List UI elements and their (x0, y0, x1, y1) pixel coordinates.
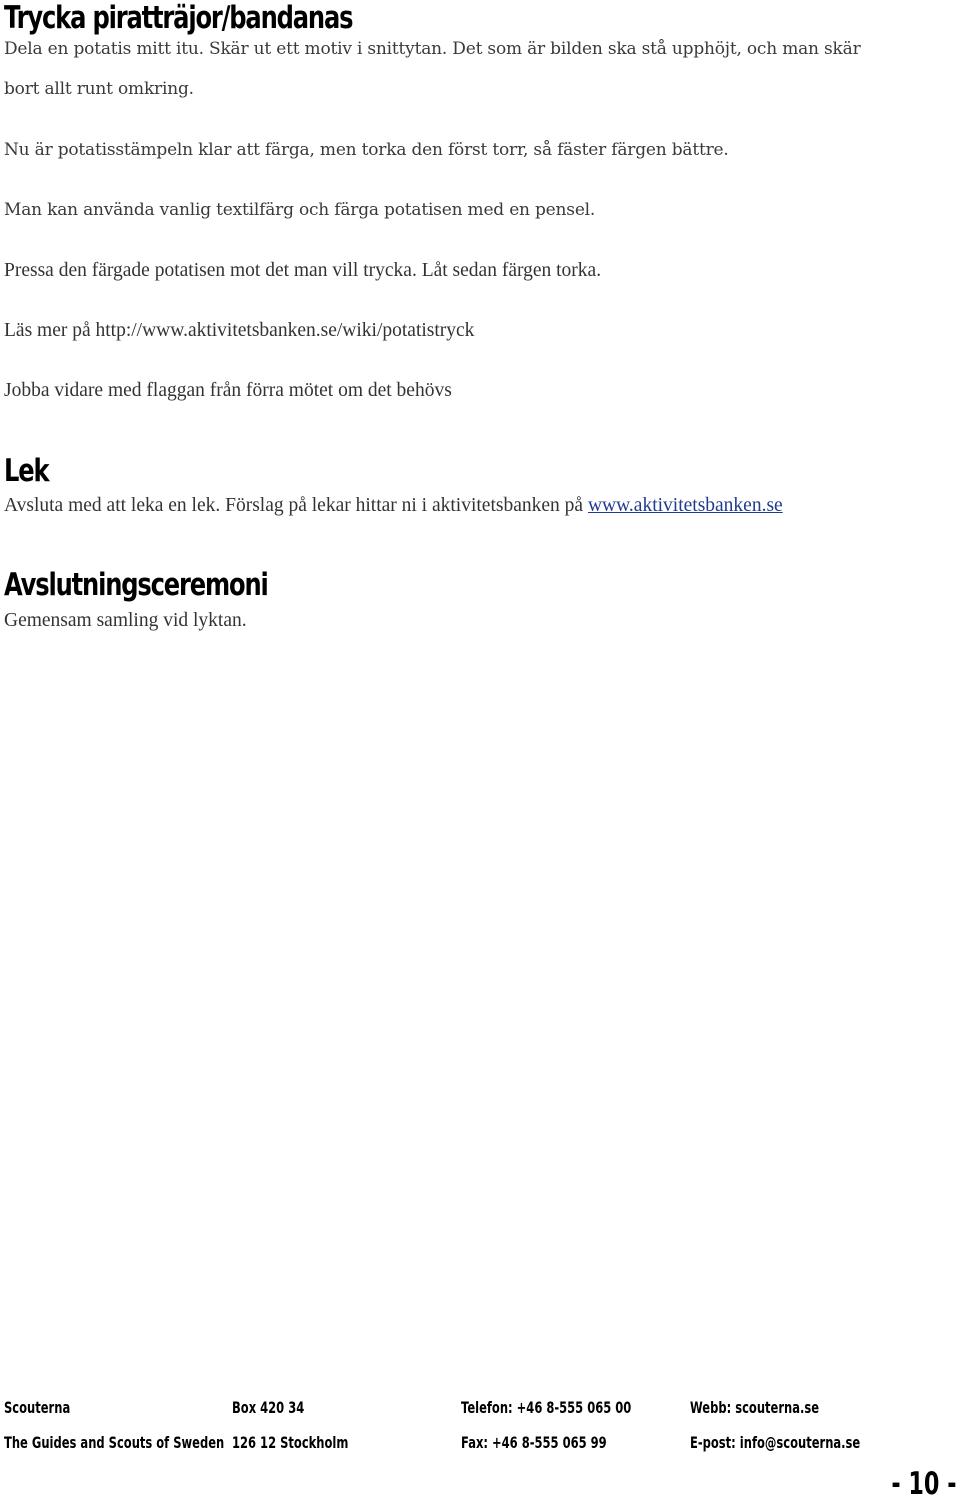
aktivitetsbanken-link[interactable]: www.aktivitetsbanken.se (587, 495, 783, 516)
paragraph-line: bort allt runt omkring. (4, 79, 194, 99)
lek-text: Avsluta med att leka en lek. Förslag på lekar hittar ni i aktivitetsbanken på (4, 495, 588, 516)
ceremony-paragraph: Gemensam samling vid lyktan. (4, 610, 247, 631)
paragraph-line: Nu är potatisstämpeln klar att färga, men torka den först torr, så fäster färgen bättre. (4, 140, 729, 160)
paragraph-line: Jobba vidare med flaggan från förra mötet om det behövs (4, 380, 452, 401)
page-number: - 10 - (890, 1466, 956, 1502)
footer-box: Box 420 34 (232, 1398, 305, 1417)
footer-org: Scouterna (4, 1398, 71, 1417)
paragraph-line: Pressa den färgade potatisen mot det man vill trycka. Låt sedan färgen torka. (4, 260, 602, 281)
footer-org-en: The Guides and Scouts of Sweden (4, 1433, 225, 1452)
paragraph-line: Dela en potatis mitt itu. Skär ut ett motiv i snittytan. Det som är bilden ska stå upphöjt, och man skär (4, 39, 861, 59)
footer-phone: Telefon: +46 8-555 065 00 (461, 1398, 632, 1417)
section-title-lek: Lek (4, 453, 49, 489)
footer-city: 126 12 Stockholm (232, 1433, 349, 1452)
footer-email: E-post: info@scouterna.se (690, 1433, 861, 1452)
footer-fax: Fax: +46 8-555 065 99 (461, 1433, 607, 1452)
section-title-ceremony: Avslutningsceremoni (4, 567, 268, 603)
paragraph-line: Läs mer på http://www.aktivitetsbanken.se/wiki/potatistryck (4, 320, 475, 341)
paragraph-line: Man kan använda vanlig textilfärg och färga potatisen med en pensel. (4, 200, 596, 220)
lek-paragraph (4, 495, 783, 517)
section-title-tshirts: Trycka piratträjor/bandanas (4, 0, 353, 36)
footer-web: Webb: scouterna.se (690, 1398, 820, 1417)
